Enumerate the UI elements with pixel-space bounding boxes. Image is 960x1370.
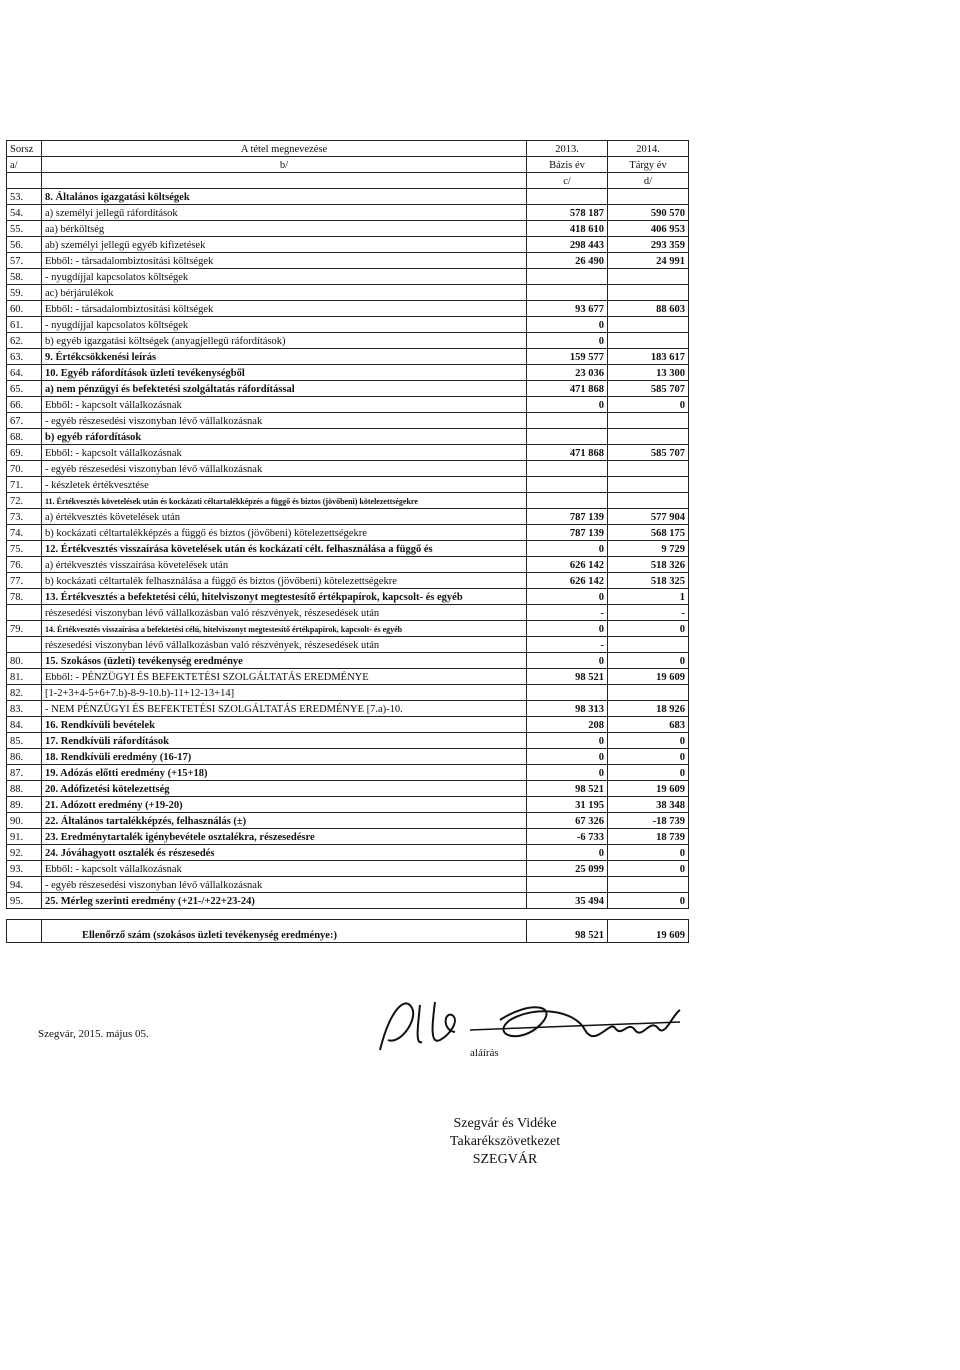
checksum-label: Ellenőrző szám (szokásos üzleti tevékenység eredménye:): [42, 920, 527, 943]
table-row: [7, 445, 689, 461]
row-label: - egyéb részesedési viszonyban lévő vállalkozásnak: [42, 413, 527, 429]
row-number: 61.: [7, 317, 42, 333]
header-blank: [7, 173, 42, 189]
row-number: 58.: [7, 269, 42, 285]
row-number: 73.: [7, 509, 42, 525]
stamp-line-1: Szegvár és Vidéke: [453, 1116, 557, 1131]
header-col-name: A tétel megnevezése: [42, 141, 527, 157]
row-label: - nyugdíjjal kapcsolatos költségek: [42, 317, 527, 333]
header-col-name-sub: b/: [42, 157, 527, 173]
row-value-2013: 418 610: [527, 221, 608, 237]
row-value-2014: [608, 317, 689, 333]
row-value-2013: [527, 429, 608, 445]
row-number: 86.: [7, 749, 42, 765]
table-row: [7, 685, 689, 701]
row-number: 84.: [7, 717, 42, 733]
row-value-2014: [608, 477, 689, 493]
table-row: [7, 669, 689, 685]
row-value-2014: 19 609: [608, 669, 689, 685]
row-value-2014: 518 325: [608, 573, 689, 589]
checksum-2014: 19 609: [608, 920, 689, 943]
row-label: 21. Adózott eredmény (+19-20): [42, 797, 527, 813]
row-value-2013: 471 868: [527, 381, 608, 397]
table-row: [7, 845, 689, 861]
row-number: 92.: [7, 845, 42, 861]
row-label: 16. Rendkívüli bevételek: [42, 717, 527, 733]
row-value-2014: 88 603: [608, 301, 689, 317]
row-value-2013: 23 036: [527, 365, 608, 381]
row-label: 22. Általános tartalékképzés, felhasználás (±): [42, 813, 527, 829]
row-value-2013: 98 521: [527, 669, 608, 685]
table-row: [7, 477, 689, 493]
row-label: 23. Eredménytartalék igénybevétele osztalékra, részesedésre: [42, 829, 527, 845]
row-number: 77.: [7, 573, 42, 589]
row-value-2014: 0: [608, 733, 689, 749]
row-label: Ebből: - társadalombiztosítási költségek: [42, 301, 527, 317]
row-value-2014: [608, 685, 689, 701]
row-label: - NEM PÉNZÜGYI ÉS BEFEKTETÉSI SZOLGÁLTATÁS EREDMÉNYE [7.a)-10.: [42, 701, 527, 717]
row-number: 62.: [7, 333, 42, 349]
row-label: 13. Értékvesztés a befektetési célú, hitelviszonyt megtestesítő értékpapírok, kapcsolt- és egyéb: [42, 589, 527, 605]
table-row: [7, 749, 689, 765]
row-number: 83.: [7, 701, 42, 717]
row-value-2014: 0: [608, 893, 689, 909]
table-row: [7, 205, 689, 221]
table-row: [7, 893, 689, 909]
row-value-2014: 0: [608, 765, 689, 781]
row-value-2013: 0: [527, 765, 608, 781]
row-value-2013: 0: [527, 845, 608, 861]
header-col-2013: 2013.: [527, 141, 608, 157]
table-row: [7, 461, 689, 477]
row-value-2014: [608, 413, 689, 429]
row-value-2013: 0: [527, 733, 608, 749]
row-number: 68.: [7, 429, 42, 445]
table-row: [7, 621, 689, 637]
row-label: 17. Rendkívüli ráfordítások: [42, 733, 527, 749]
row-value-2013: 0: [527, 333, 608, 349]
row-label: részesedési viszonyban lévő vállalkozásban való részvények, részesedések után: [42, 637, 527, 653]
row-value-2014: 183 617: [608, 349, 689, 365]
row-number: 87.: [7, 765, 42, 781]
row-value-2014: 0: [608, 621, 689, 637]
table-row: [7, 301, 689, 317]
row-value-2013: 26 490: [527, 253, 608, 269]
table-body: [7, 189, 689, 909]
table-row: [7, 733, 689, 749]
row-number: 75.: [7, 541, 42, 557]
row-value-2013: 298 443: [527, 237, 608, 253]
row-value-2013: -: [527, 637, 608, 653]
row-value-2013: 787 139: [527, 509, 608, 525]
row-value-2013: 0: [527, 749, 608, 765]
row-value-2013: 98 521: [527, 781, 608, 797]
row-label: 20. Adófizetési kötelezettség: [42, 781, 527, 797]
row-number: 63.: [7, 349, 42, 365]
row-number: 56.: [7, 237, 42, 253]
table-row: [7, 525, 689, 541]
row-value-2014: 24 991: [608, 253, 689, 269]
row-label: Ebből: - kapcsolt vállalkozásnak: [42, 861, 527, 877]
row-number: 76.: [7, 557, 42, 573]
row-value-2014: 9 729: [608, 541, 689, 557]
table-row: [7, 381, 689, 397]
row-value-2013: 0: [527, 621, 608, 637]
table-row: [7, 221, 689, 237]
row-value-2013: 471 868: [527, 445, 608, 461]
table-row: [7, 509, 689, 525]
header-row: [7, 141, 689, 157]
row-value-2014: 38 348: [608, 797, 689, 813]
row-number: 69.: [7, 445, 42, 461]
row-number: 54.: [7, 205, 42, 221]
row-label: aa) bérköltség: [42, 221, 527, 237]
row-value-2013: [527, 477, 608, 493]
row-label: [1-2+3+4-5+6+7.b)-8-9-10.b)-11+12-13+14]: [42, 685, 527, 701]
table-row: [7, 653, 689, 669]
row-value-2014: 0: [608, 749, 689, 765]
header-col-2013-letter: c/: [527, 173, 608, 189]
row-value-2014: 0: [608, 397, 689, 413]
row-value-2014: 406 953: [608, 221, 689, 237]
table-row: [7, 829, 689, 845]
footer-row: [7, 920, 689, 943]
row-label: ac) bérjárulékok: [42, 285, 527, 301]
row-number: 66.: [7, 397, 42, 413]
row-value-2013: 208: [527, 717, 608, 733]
header-col-2014-sub: Tárgy év: [608, 157, 689, 173]
table-row: [7, 269, 689, 285]
signature-label: aláírás: [470, 1047, 499, 1059]
stamp-line-3: SZEGVÁR: [472, 1152, 538, 1167]
row-label: 11. Értékvesztés követelések után és kockázati céltartalékképzés a függő és biztos (jövőbeni) kötelezettségekre: [42, 493, 527, 509]
table-row: [7, 189, 689, 205]
row-label: 18. Rendkívüli eredmény (16-17): [42, 749, 527, 765]
row-value-2014: 518 326: [608, 557, 689, 573]
row-value-2014: 0: [608, 845, 689, 861]
row-value-2014: [608, 285, 689, 301]
header-col-num-sub: a/: [7, 157, 42, 173]
table-row: [7, 797, 689, 813]
row-label: ab) személyi jellegű egyéb kifizetések: [42, 237, 527, 253]
row-value-2013: 159 577: [527, 349, 608, 365]
row-value-2013: 578 187: [527, 205, 608, 221]
row-number: 94.: [7, 877, 42, 893]
row-value-2013: 0: [527, 541, 608, 557]
row-number: 59.: [7, 285, 42, 301]
row-value-2014: 1: [608, 589, 689, 605]
row-value-2014: [608, 189, 689, 205]
row-value-2013: 626 142: [527, 557, 608, 573]
row-value-2014: [608, 877, 689, 893]
row-value-2013: 25 099: [527, 861, 608, 877]
row-number: 60.: [7, 301, 42, 317]
row-value-2014: 18 926: [608, 701, 689, 717]
row-label: Ebből: - társadalombiztosítási költségek: [42, 253, 527, 269]
row-label: b) egyéb igazgatási költségek (anyagjellegű ráfordítások): [42, 333, 527, 349]
row-value-2013: 98 313: [527, 701, 608, 717]
table-row: [7, 861, 689, 877]
table-row: [7, 573, 689, 589]
row-number: 89.: [7, 797, 42, 813]
row-number: 90.: [7, 813, 42, 829]
table-row: [7, 541, 689, 557]
row-number: 80.: [7, 653, 42, 669]
table-row: [7, 365, 689, 381]
row-number: [7, 637, 42, 653]
institution-stamp: [430, 1115, 580, 1169]
row-number: 74.: [7, 525, 42, 541]
table-row: [7, 429, 689, 445]
checksum-2013: 98 521: [527, 920, 608, 943]
header-col-2014: 2014.: [608, 141, 689, 157]
row-number: 81.: [7, 669, 42, 685]
table-row: [7, 253, 689, 269]
row-value-2013: [527, 413, 608, 429]
row-label: Ebből: - kapcsolt vállalkozásnak: [42, 445, 527, 461]
financial-statement: [6, 140, 688, 943]
row-label: b) kockázati céltartalék felhasználása a függő és biztos (jövőbeni) kötelezettségekre: [42, 573, 527, 589]
row-number: 95.: [7, 893, 42, 909]
row-value-2013: -6 733: [527, 829, 608, 845]
row-number: 82.: [7, 685, 42, 701]
row-value-2014: [608, 461, 689, 477]
row-label: Ebből: - kapcsolt vállalkozásnak: [42, 397, 527, 413]
signature-image: [360, 990, 700, 1060]
row-number: 64.: [7, 365, 42, 381]
row-value-2013: 0: [527, 653, 608, 669]
row-value-2013: 626 142: [527, 573, 608, 589]
row-number: 72.: [7, 493, 42, 509]
row-number: 79.: [7, 621, 42, 637]
row-value-2014: [608, 493, 689, 509]
row-number: [7, 605, 42, 621]
table-row: [7, 877, 689, 893]
row-label: 19. Adózás előtti eredmény (+15+18): [42, 765, 527, 781]
spacer-row: [7, 909, 689, 920]
table-row: [7, 781, 689, 797]
row-label: 15. Szokásos (üzleti) tevékenység eredménye: [42, 653, 527, 669]
row-value-2013: -: [527, 605, 608, 621]
row-label: b) kockázati céltartalékképzés a függő és biztos (jövőbeni) kötelezettségekre: [42, 525, 527, 541]
row-value-2014: 577 904: [608, 509, 689, 525]
stamp-line-2: Takarékszövetkezet: [449, 1134, 561, 1149]
row-label: a) értékvesztés követelések után: [42, 509, 527, 525]
row-value-2014: 19 609: [608, 781, 689, 797]
row-value-2013: 67 326: [527, 813, 608, 829]
table-row: [7, 333, 689, 349]
row-value-2014: 683: [608, 717, 689, 733]
row-number: 55.: [7, 221, 42, 237]
row-value-2013: [527, 877, 608, 893]
table-row: [7, 349, 689, 365]
row-label: részesedési viszonyban lévő vállalkozásban való részvények, részesedések után: [42, 605, 527, 621]
table-row: [7, 717, 689, 733]
table-row: [7, 413, 689, 429]
table-row: [7, 285, 689, 301]
row-value-2014: [608, 637, 689, 653]
row-label: 10. Egyéb ráfordítások üzleti tevékenységből: [42, 365, 527, 381]
header-blank: [42, 173, 527, 189]
table-row: [7, 317, 689, 333]
income-statement-table: [6, 140, 689, 943]
row-value-2013: 31 195: [527, 797, 608, 813]
header-col-2013-sub: Bázis év: [527, 157, 608, 173]
row-label: a) személyi jellegű ráfordítások: [42, 205, 527, 221]
row-label: b) egyéb ráfordítások: [42, 429, 527, 445]
row-value-2013: [527, 285, 608, 301]
row-number: 91.: [7, 829, 42, 845]
row-label: 14. Értékvesztés visszaírása a befektetési célú, hitelviszonyt megtestesítő értékpapírok, kapcsolt- és egyéb: [42, 621, 527, 637]
row-number: 65.: [7, 381, 42, 397]
footer-num: [7, 920, 42, 943]
row-number: 93.: [7, 861, 42, 877]
row-number: 78.: [7, 589, 42, 605]
header-sub-row: [7, 157, 689, 173]
header-letter-row: [7, 173, 689, 189]
row-number: 67.: [7, 413, 42, 429]
table-row: [7, 589, 689, 605]
row-value-2013: 787 139: [527, 525, 608, 541]
table-row: [7, 605, 689, 621]
row-value-2013: [527, 685, 608, 701]
header-col-num: Sorsz: [7, 141, 42, 157]
row-value-2014: 13 300: [608, 365, 689, 381]
header-col-2014-letter: d/: [608, 173, 689, 189]
row-value-2014: 293 359: [608, 237, 689, 253]
row-number: 57.: [7, 253, 42, 269]
row-value-2014: 0: [608, 861, 689, 877]
row-value-2013: 0: [527, 397, 608, 413]
row-label: a) nem pénzügyi és befektetési szolgáltatás ráfordítással: [42, 381, 527, 397]
row-label: - nyugdíjjal kapcsolatos költségek: [42, 269, 527, 285]
row-value-2013: [527, 269, 608, 285]
row-value-2014: 585 707: [608, 381, 689, 397]
row-value-2014: -18 739: [608, 813, 689, 829]
row-number: 85.: [7, 733, 42, 749]
row-value-2013: 93 677: [527, 301, 608, 317]
row-value-2014: [608, 269, 689, 285]
row-value-2014: 585 707: [608, 445, 689, 461]
table-row: [7, 637, 689, 653]
table-row: [7, 397, 689, 413]
row-value-2014: [608, 429, 689, 445]
row-value-2013: [527, 189, 608, 205]
table-row: [7, 701, 689, 717]
row-label: - készletek értékvesztése: [42, 477, 527, 493]
row-value-2014: -: [608, 605, 689, 621]
row-label: 12. Értékvesztés visszaírása követelések után és kockázati célt. felhasználása a függő és: [42, 541, 527, 557]
row-value-2014: [608, 333, 689, 349]
row-number: 70.: [7, 461, 42, 477]
row-value-2014: 568 175: [608, 525, 689, 541]
row-label: 9. Értékcsökkenési leírás: [42, 349, 527, 365]
row-value-2014: 590 570: [608, 205, 689, 221]
row-label: - egyéb részesedési viszonyban lévő vállalkozásnak: [42, 461, 527, 477]
row-label: - egyéb részesedési viszonyban lévő vállalkozásnak: [42, 877, 527, 893]
row-number: 71.: [7, 477, 42, 493]
row-label: a) értékvesztés visszaírása követelések után: [42, 557, 527, 573]
row-label: Ebből: - PÉNZÜGYI ÉS BEFEKTETÉSI SZOLGÁLTATÁS EREDMÉNYE: [42, 669, 527, 685]
row-label: 25. Mérleg szerinti eredmény (+21-/+22+23-24): [42, 893, 527, 909]
row-value-2013: 0: [527, 317, 608, 333]
table-row: [7, 493, 689, 509]
row-value-2013: [527, 493, 608, 509]
row-value-2013: [527, 461, 608, 477]
row-label: 24. Jóváhagyott osztalék és részesedés: [42, 845, 527, 861]
table-row: [7, 557, 689, 573]
row-number: 88.: [7, 781, 42, 797]
table-row: [7, 237, 689, 253]
table-row: [7, 765, 689, 781]
row-value-2013: 35 494: [527, 893, 608, 909]
row-value-2014: 18 739: [608, 829, 689, 845]
place-date: Szegvár, 2015. május 05.: [38, 1028, 149, 1040]
row-value-2013: 0: [527, 589, 608, 605]
row-value-2014: 0: [608, 653, 689, 669]
row-label: 8. Általános igazgatási költségek: [42, 189, 527, 205]
table-row: [7, 813, 689, 829]
row-number: 53.: [7, 189, 42, 205]
